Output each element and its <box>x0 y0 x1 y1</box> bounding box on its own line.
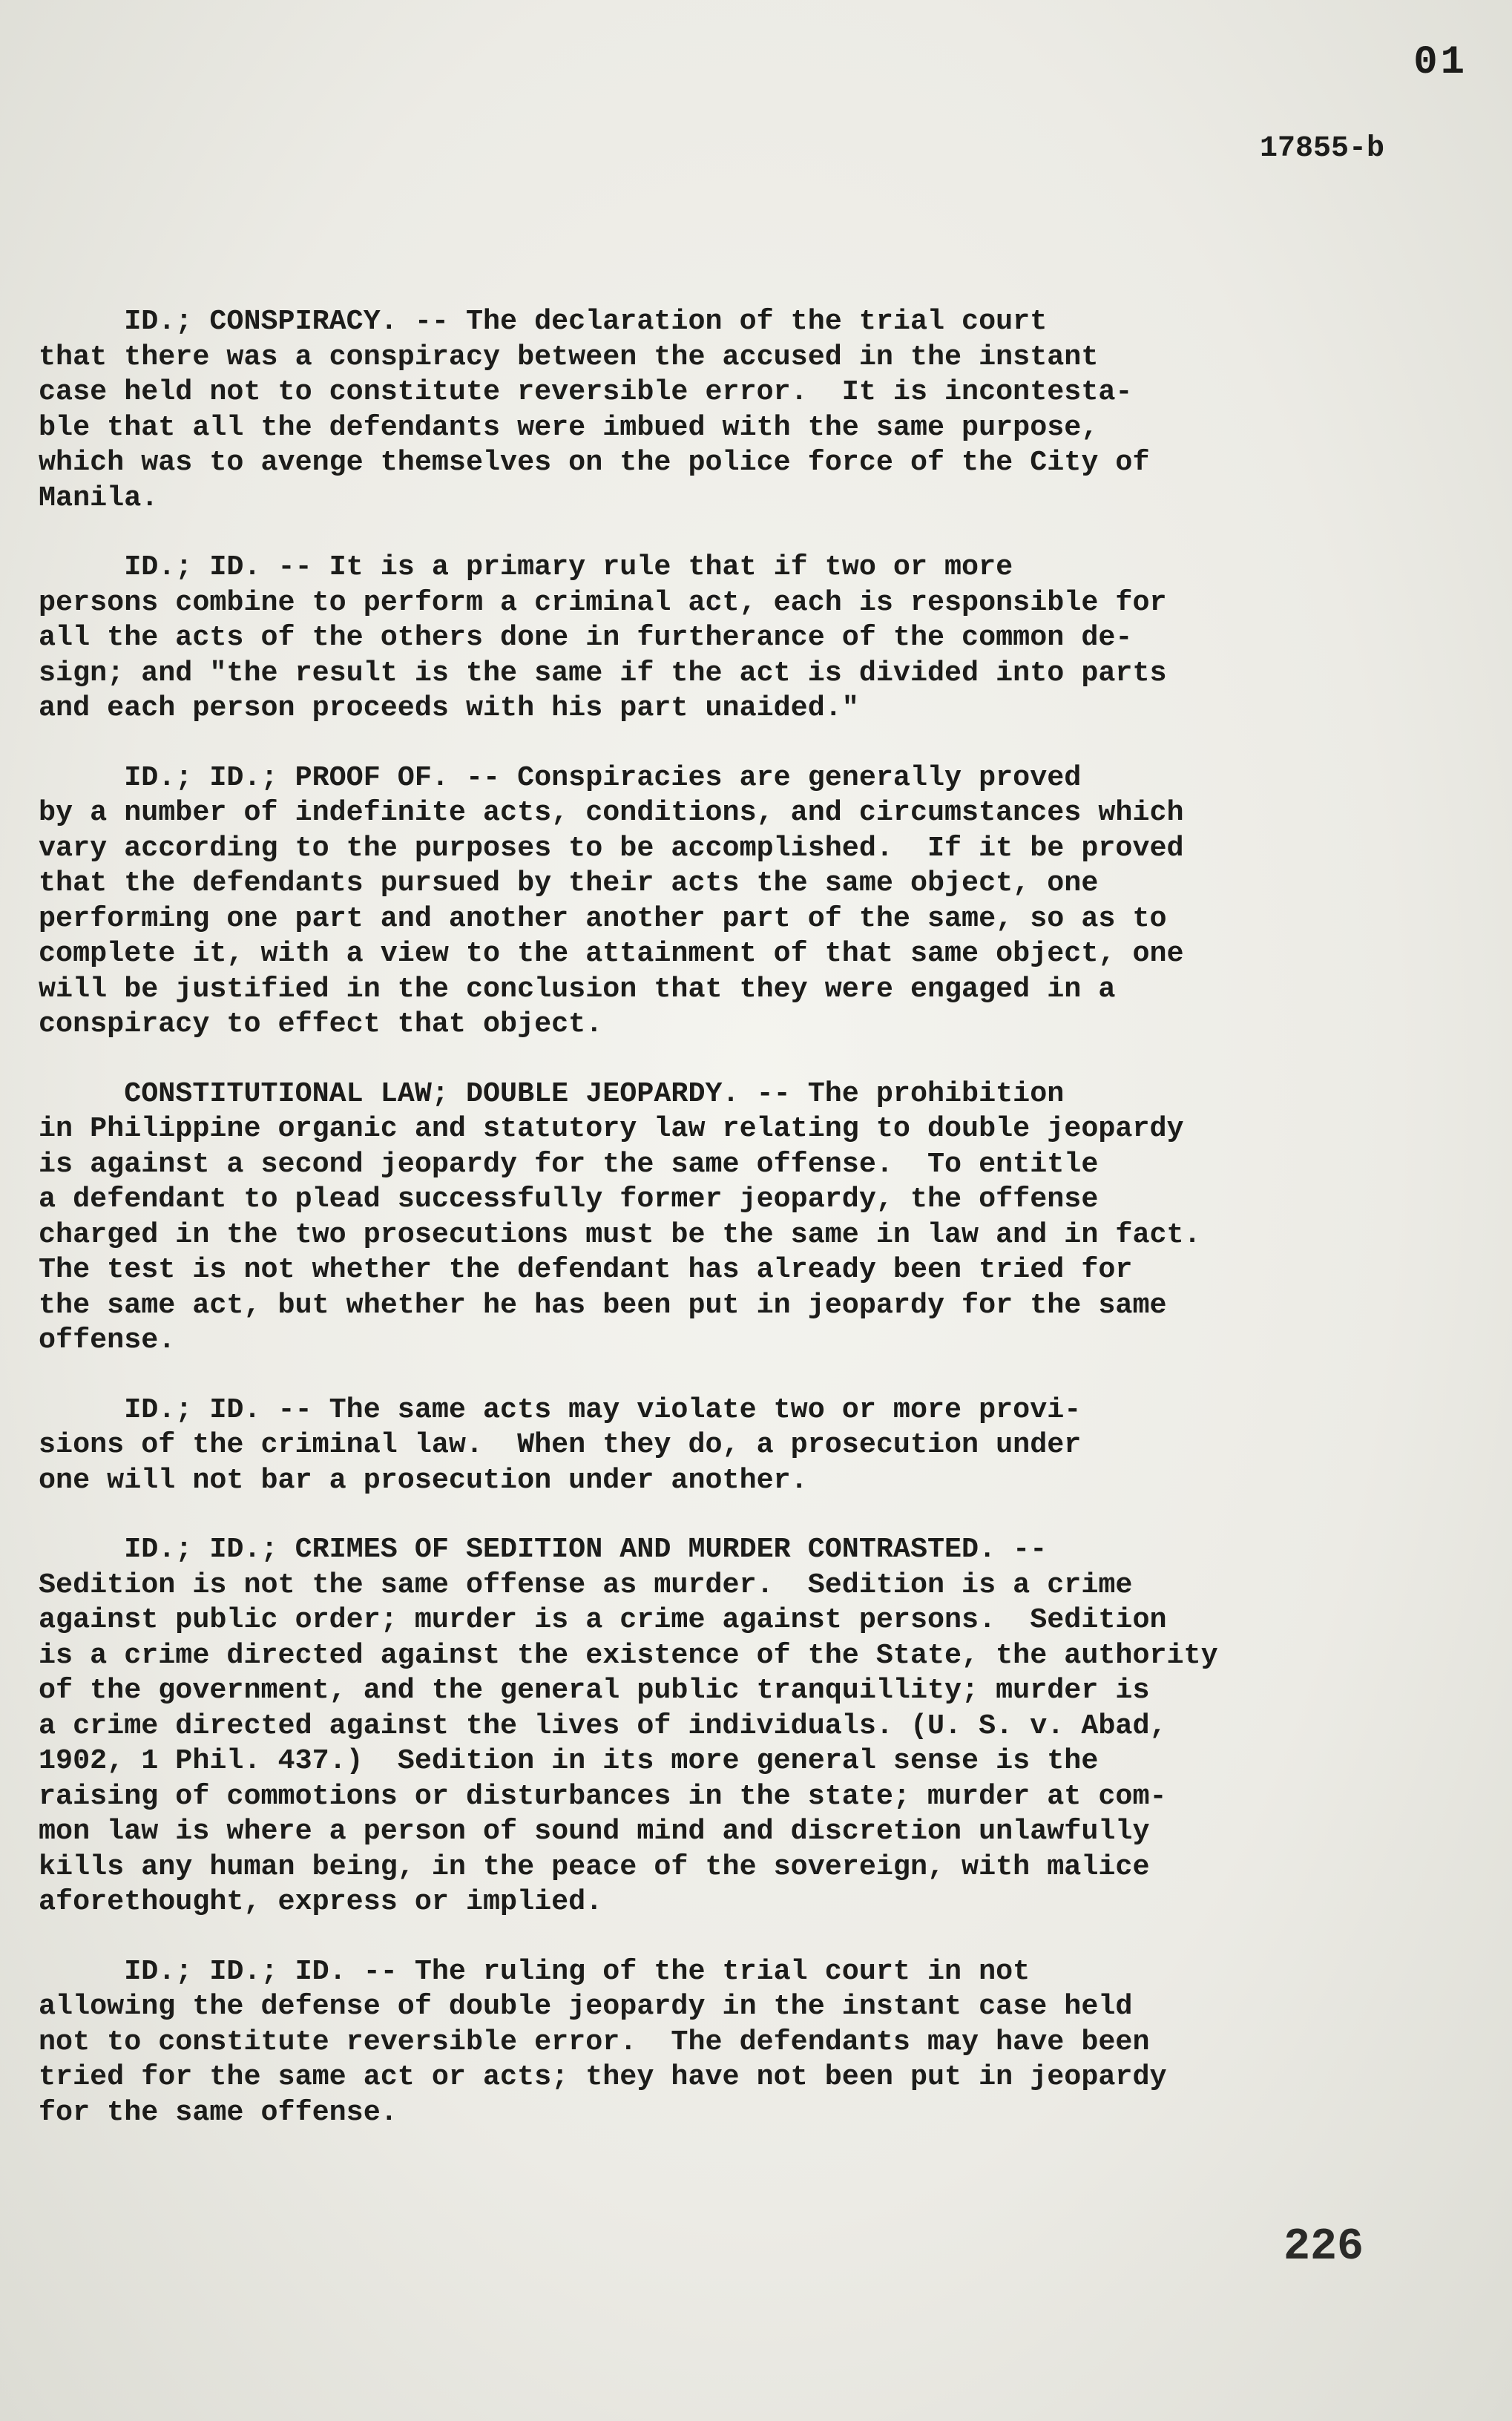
document-number: 17855-b <box>1259 132 1384 165</box>
paragraph-primary-rule: ID.; ID. -- It is a primary rule that if two or more persons combine to perform a criminal act, each is responsible for all the acts of the others done in furtherance of the common de- sign; and "the result is the same if the act is divided into parts and each person proceeds with his part unaided." <box>39 551 1167 724</box>
paragraph-trial-court-ruling: ID.; ID.; ID. -- The ruling of the trial court in not allowing the defense of double jeopardy in the instant case held not to constitute reversible error. The defendants may have been tried for the same act or acts; they have not been put in jeopardy for the same offense. <box>39 1954 1167 2129</box>
paragraph-sedition-murder: ID.; ID.; CRIMES OF SEDITION AND MURDER CONTRASTED. -- Sedition is not the same offense as murder. Sedition is a crime against public order; murder is a crime against persons. Sedition is a crime directed against the existence of the State, the authority of the government, and the general public tranquillity; murder is a crime directed against the lives of individuals. (U. S. v. Abad, 1902, 1 Phil. 437.) Sedition in its more general sense is the raising of commotions or disturbances in the state; murder at com- mon law is where a person of sound mind and discretion unlawfully kills any human being, in the peace of the sovereign, with malice aforethought, express or implied. <box>39 1533 1218 1918</box>
page-number: 226 <box>1283 2222 1364 2273</box>
paragraph-double-jeopardy: CONSTITUTIONAL LAW; DOUBLE JEOPARDY. -- The prohibition in Philippine organic and statutory law relating to double jeopardy is against a second jeopardy for the same offense. To entitle a defendant to plead successfully former jeopardy, the offense charged in the two prosecutions must be the same in law and in fact. The test is not whether the defendant has already been tried for the same act, but whether he has been put in jeopardy for the same offense. <box>39 1077 1201 1356</box>
document-body <box>39 304 1463 2164</box>
paragraph-proof-of-conspiracy: ID.; ID.; PROOF OF. -- Conspiracies are generally proved by a number of indefinite acts, conditions, and circumstances which vary according to the purposes to be accomplished. If it be proved that the defendants pursued by their acts the same object, one performing one part and another another part of the same, so as to complete it, with a view to the attainment of that same object, one will be justified in the conclusion that they were engaged in a conspiracy to effect that object. <box>39 761 1184 1040</box>
corner-mark: 01 <box>1413 40 1467 85</box>
paragraph-conspiracy: ID.; CONSPIRACY. -- The declaration of the trial court that there was a conspiracy between the accused in the instant case held not to constitute reversible error. It is incontesta- ble that all the defendants were imbued with the same purpose, which was to avenge themselves on the police force of the City of Manila. <box>39 305 1150 514</box>
paragraph-same-acts: ID.; ID. -- The same acts may violate two or more provi- sions of the criminal law. When they do, a prosecution under one will not bar a prosecution under another. <box>39 1393 1082 1497</box>
